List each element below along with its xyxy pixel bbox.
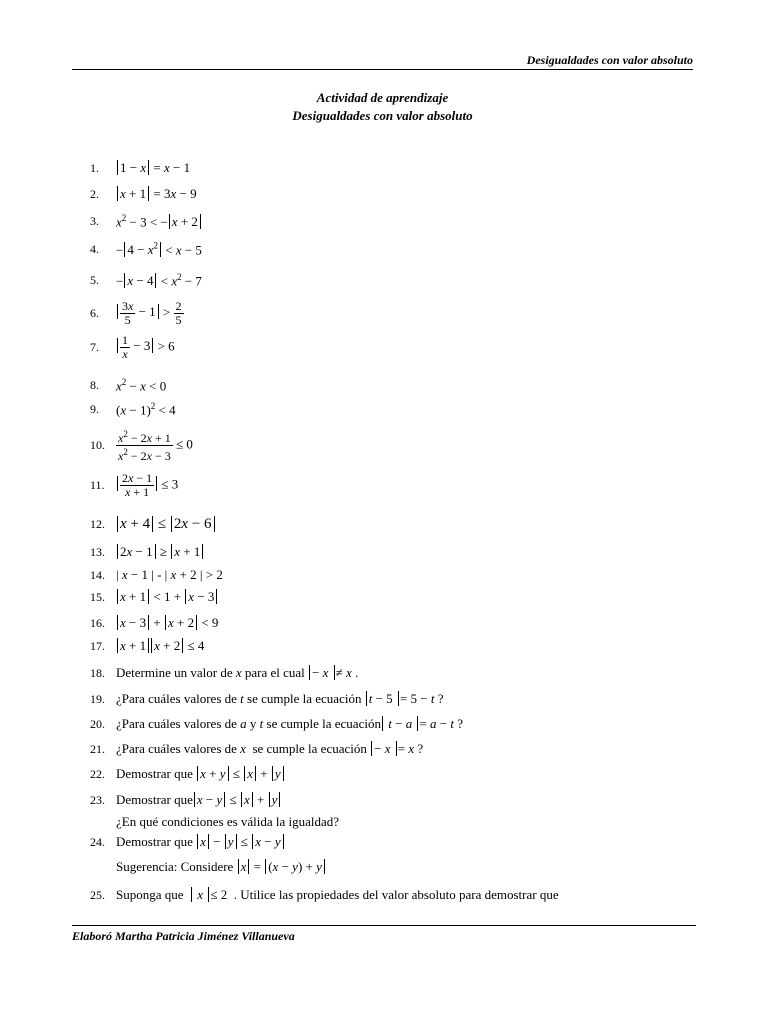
exercise-2-expression: x + 1 = 3x − 9 [116, 186, 197, 202]
exercise-20: 20. ¿Para cuáles valores de a y t se cumple la ecuación t − a = a − t ? [90, 716, 464, 731]
exercise-1-expression: 1 − x = x − 1 [116, 160, 190, 176]
exercise-21-text: ¿Para cuáles valores de x se cumple la ecuación − x = x ? [116, 741, 424, 756]
header-rule [72, 69, 693, 70]
exercise-23-followup: ¿En qué condiciones es válida la igualdad? [116, 814, 340, 829]
exercise-18: 18. Determine un valor de x para el cual − x ≠ x . [90, 665, 359, 680]
exercise-25-text: Suponga que x ≤ 2 . Utilice las propiedades del valor absoluto para demostrar que [116, 887, 559, 902]
exercise-11: 11. $\frac{2x - 1}{x + 1}$ ≤ 3 [90, 471, 179, 499]
exercise-6: 6. $\frac{3x}{5}$ − 1 > $\frac{2}{5}$ [90, 299, 182, 327]
exercise-12: 12. x + 4 ≤ 2x − 6 [90, 516, 216, 533]
exercise-9-expression: $(x - 1)^2 < 4$ [116, 401, 176, 418]
exercise-4: 4. − $4 - x^2 < x - 5$ [90, 241, 202, 258]
exercise-10: 10. $\frac{x^2 - 2x + 1}{x^2 - 2x - 3}$ ≤ 0 [90, 429, 193, 463]
exercise-23: 23. Demostrar que x − y ≤ x + y [90, 792, 281, 808]
exercise-8-expression: $x^2 - x < 0$ [116, 377, 167, 394]
exercise-23-text: Demostrar que x − y ≤ x + y [116, 792, 281, 808]
exercise-17-expression: x + 1 x + 2 ≤ 4 [116, 638, 204, 654]
exercise-14: 14. | x − 1 | - | x + 2 | > 2 [90, 567, 223, 582]
exercise-19: 19. ¿Para cuáles valores de t se cumple la ecuación t − 5 = 5 − t ? [90, 691, 444, 706]
footer-author: Elaboró Martha Patricia Jiménez Villanueva [72, 929, 295, 943]
exercise-13-expression: 2x − 1 ≥ x + 1 [116, 544, 204, 560]
exercise-7-expression: $\frac{1}{x}$ − 3 > 6 [116, 334, 175, 361]
exercise-12-expression: x + 4 ≤ 2x − 6 [116, 516, 216, 533]
running-header: Desigualdades con valor absoluto [526, 53, 693, 67]
exercise-16: 16. x − 3 + x + 2 < 9 [90, 615, 219, 630]
exercise-14-expression: | x − 1 | - | x + 2 | > 2 [116, 567, 223, 582]
exercise-1: 1. 1 − x = x − 1 [90, 160, 191, 175]
exercise-3: 3. $x^2 - 3$ < − x + 2 [90, 213, 202, 230]
exercise-3-expression: $x^2 - 3$ < − x + 2 [116, 213, 202, 230]
title-line-1: Actividad de aprendizaje [316, 90, 449, 105]
exercise-11-expression: $\frac{2x - 1}{x + 1}$ ≤ 3 [116, 472, 178, 499]
exercise-22: 22. Demostrar que x + y ≤ x + y [90, 766, 285, 782]
exercise-15-expression: x + 1 < 1 + x − 3 [116, 589, 218, 605]
exercise-24: 24. Demostrar que x − y ≤ x − y [90, 834, 285, 850]
exercise-8: 8. $x^2 - x < 0$ [90, 377, 167, 394]
document-title [72, 89, 693, 125]
exercise-18-text: Determine un valor de x para el cual − x ≠ x . [116, 665, 359, 680]
exercise-19-text: ¿Para cuáles valores de t se cumple la ecuación t − 5 = 5 − t ? [116, 691, 444, 706]
exercise-2: 2. x + 1 = 3x − 9 [90, 186, 197, 201]
exercise-24-text: Demostrar que x − y ≤ x − y [116, 834, 285, 850]
exercise-4-expression: − $4 - x^2 < x - 5$ [116, 241, 202, 258]
exercise-25: 25. Suponga que x ≤ 2 . Utilice las propiedades del valor absoluto para demostrar que [90, 887, 559, 902]
exercise-21: 21. ¿Para cuáles valores de x se cumple la ecuación − x = x ? [90, 741, 424, 756]
title-line-2: Desigualdades con valor absoluto [292, 108, 473, 123]
exercise-24-hint: Sugerencia: Considere x = (x − y) + y [116, 859, 326, 875]
exercise-22-text: Demostrar que x + y ≤ x + y [116, 766, 285, 782]
footer-rule [72, 925, 696, 926]
exercise-17: 17. x + 1 x + 2 ≤ 4 [90, 638, 205, 653]
exercise-9: 9. $(x - 1)^2 < 4$ [90, 401, 176, 418]
exercise-10-expression: $\frac{x^2 - 2x + 1}{x^2 - 2x - 3}$ ≤ 0 [118, 429, 193, 463]
exercise-13: 13. 2x − 1 ≥ x + 1 [90, 544, 204, 560]
exercise-5: 5. − $x - 4 < x^2 - 7$ [90, 272, 202, 289]
exercise-16-expression: x − 3 + x + 2 < 9 [116, 615, 218, 631]
exercise-7: 7. $\frac{1}{x}$ − 3 > 6 [90, 333, 175, 361]
exercise-5-expression: − $x - 4 < x^2 - 7$ [116, 272, 202, 289]
exercise-20-text: ¿Para cuáles valores de a y t se cumple la ecuación t − a = a − t ? [116, 716, 464, 731]
exercise-6-expression: $\frac{3x}{5}$ − 1 > $\frac{2}{5}$ [116, 300, 184, 327]
exercise-15: 15. x + 1 < 1 + x − 3 [90, 589, 218, 605]
